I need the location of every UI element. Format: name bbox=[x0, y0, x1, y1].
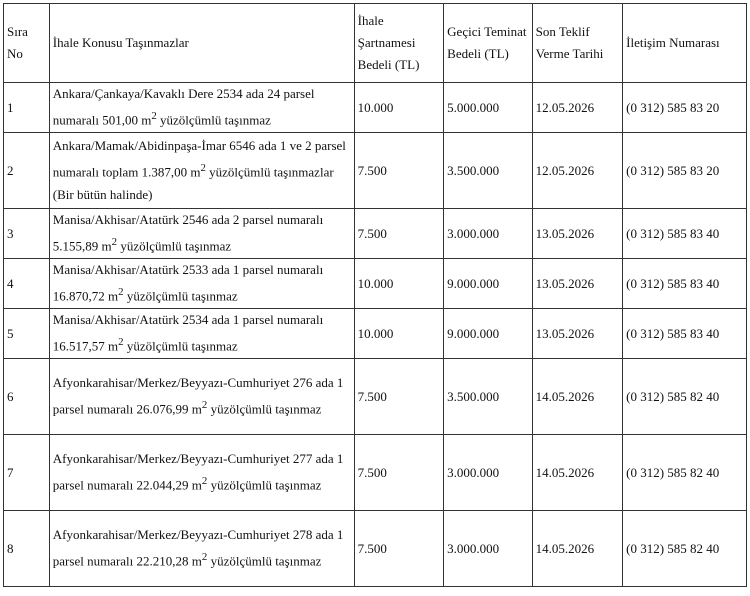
guarantee-amount: 9.000.000 bbox=[444, 309, 532, 359]
contact-phone: (0 312) 585 83 40 bbox=[623, 209, 747, 259]
contact-phone: (0 312) 585 82 40 bbox=[623, 511, 747, 587]
description-text: Ankara/Çankaya/Kavaklı Dere 2534 ada 24 parsel numaralı 501,00 m bbox=[52, 86, 315, 128]
table-row bbox=[4, 511, 747, 587]
description-text: yüzölçümlü taşınmaz bbox=[207, 553, 322, 569]
row-description bbox=[49, 209, 354, 259]
row-number: 2 bbox=[4, 133, 50, 209]
row-number: 7 bbox=[4, 435, 50, 511]
spec-fee: 10.000 bbox=[354, 259, 443, 309]
description-text: yüzölçümlü taşınmaz bbox=[207, 401, 322, 417]
description-text: yüzölçümlü taşınmaz bbox=[156, 112, 271, 128]
description-text: yüzölçümlü taşınmaz bbox=[123, 288, 238, 304]
spec-fee: 7.500 bbox=[354, 359, 443, 435]
deadline-date: 14.05.2026 bbox=[532, 359, 623, 435]
table-row bbox=[4, 259, 747, 309]
header-row bbox=[4, 4, 747, 83]
row-number: 4 bbox=[4, 259, 50, 309]
description-text: Ankara/Mamak/Abidinpaşa-İmar 6546 ada 1 ve 2 parsel numaralı toplam 1.387,00 m bbox=[52, 138, 346, 180]
header-subject: İhale Konusu Taşınmazlar bbox=[49, 4, 354, 83]
row-number: 1 bbox=[4, 83, 50, 133]
guarantee-amount: 3.500.000 bbox=[444, 359, 532, 435]
guarantee-amount: 3.000.000 bbox=[444, 209, 532, 259]
deadline-date: 14.05.2026 bbox=[532, 511, 623, 587]
superscript: 2 bbox=[151, 110, 157, 123]
tender-table bbox=[3, 3, 747, 587]
header-contact: İletişim Numarası bbox=[623, 4, 747, 83]
table-row bbox=[4, 359, 747, 435]
deadline-date: 13.05.2026 bbox=[532, 259, 623, 309]
description-text: yüzölçümlü taşınmaz bbox=[117, 238, 232, 254]
guarantee-amount: 5.000.000 bbox=[444, 83, 532, 133]
guarantee-amount: 3.500.000 bbox=[444, 133, 532, 209]
guarantee-amount: 9.000.000 bbox=[444, 259, 532, 309]
deadline-date: 14.05.2026 bbox=[532, 435, 623, 511]
header-deadline: Son Teklif Verme Tarihi bbox=[532, 4, 623, 83]
superscript: 2 bbox=[201, 551, 208, 564]
description-text: Manisa/Akhisar/Atatürk 2533 ada 1 parsel numaralı 16.870,72 m bbox=[52, 262, 324, 304]
row-number: 5 bbox=[4, 309, 50, 359]
contact-phone: (0 312) 585 83 40 bbox=[623, 259, 747, 309]
row-description bbox=[49, 511, 354, 587]
superscript: 2 bbox=[201, 399, 208, 412]
description-text: yüzölçümlü taşınmazlar (Bir bütün halinde) bbox=[52, 164, 334, 202]
superscript: 2 bbox=[201, 475, 208, 488]
description-text: Afyonkarahisar/Merkez/Beyyazı-Cumhuriyet 276 ada 1 parsel numaralı 26.076,99 m bbox=[52, 375, 344, 417]
deadline-date: 13.05.2026 bbox=[532, 309, 623, 359]
contact-phone: (0 312) 585 83 20 bbox=[623, 133, 747, 209]
table-row bbox=[4, 209, 747, 259]
header-guarantee: Geçici Teminat Bedeli (TL) bbox=[444, 4, 532, 83]
spec-fee: 7.500 bbox=[354, 511, 443, 587]
row-number: 6 bbox=[4, 359, 50, 435]
spec-fee: 7.500 bbox=[354, 209, 443, 259]
deadline-date: 12.05.2026 bbox=[532, 83, 623, 133]
description-text: Manisa/Akhisar/Atatürk 2534 ada 1 parsel numaralı 16.517,57 m bbox=[52, 312, 324, 354]
table-row bbox=[4, 309, 747, 359]
row-description bbox=[49, 359, 354, 435]
deadline-date: 12.05.2026 bbox=[532, 133, 623, 209]
header-spec-fee: İhale Şartnamesi Bedeli (TL) bbox=[354, 4, 443, 83]
guarantee-amount: 3.000.000 bbox=[444, 511, 532, 587]
row-description bbox=[49, 435, 354, 511]
row-description bbox=[49, 83, 354, 133]
row-description bbox=[49, 133, 354, 209]
superscript: 2 bbox=[118, 286, 124, 299]
contact-phone: (0 312) 585 83 40 bbox=[623, 309, 747, 359]
row-description bbox=[49, 259, 354, 309]
header-no: Sıra No bbox=[4, 4, 50, 83]
row-description bbox=[49, 309, 354, 359]
superscript: 2 bbox=[111, 236, 118, 249]
row-number: 3 bbox=[4, 209, 50, 259]
spec-fee: 10.000 bbox=[354, 83, 443, 133]
spec-fee: 10.000 bbox=[354, 309, 443, 359]
table-row bbox=[4, 435, 747, 511]
spec-fee: 7.500 bbox=[354, 435, 443, 511]
row-number: 8 bbox=[4, 511, 50, 587]
description-text: Afyonkarahisar/Merkez/Beyyazı-Cumhuriyet 278 ada 1 parsel numaralı 22.210,28 m bbox=[52, 527, 344, 569]
superscript: 2 bbox=[200, 162, 206, 175]
description-text: yüzölçümlü taşınmaz bbox=[207, 477, 322, 493]
superscript: 2 bbox=[118, 336, 124, 349]
deadline-date: 13.05.2026 bbox=[532, 209, 623, 259]
contact-phone: (0 312) 585 82 40 bbox=[623, 435, 747, 511]
spec-fee: 7.500 bbox=[354, 133, 443, 209]
description-text: Manisa/Akhisar/Atatürk 2546 ada 2 parsel numaralı 5.155,89 m bbox=[52, 212, 324, 254]
contact-phone: (0 312) 585 83 20 bbox=[623, 83, 747, 133]
table-row bbox=[4, 133, 747, 209]
description-text: yüzölçümlü taşınmaz bbox=[123, 338, 238, 354]
description-text: Afyonkarahisar/Merkez/Beyyazı-Cumhuriyet 277 ada 1 parsel numaralı 22.044,29 m bbox=[52, 451, 344, 493]
table-row bbox=[4, 83, 747, 133]
contact-phone: (0 312) 585 82 40 bbox=[623, 359, 747, 435]
guarantee-amount: 3.000.000 bbox=[444, 435, 532, 511]
